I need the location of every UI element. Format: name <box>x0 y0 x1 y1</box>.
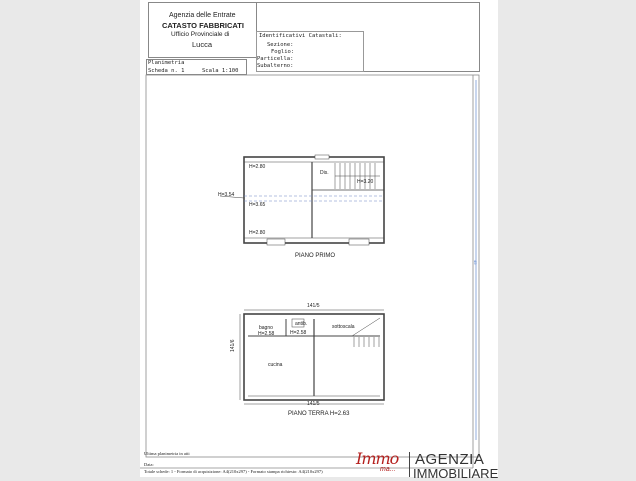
bagno-label: bagno <box>259 325 273 331</box>
watermark-divider <box>409 452 410 477</box>
dim-bottom-label: 141/5 <box>307 401 320 407</box>
particella-label: Particella: <box>257 56 294 62</box>
stairs-first-floor <box>335 163 380 189</box>
footer-line-1: Ultima planimetria in atti <box>144 451 190 456</box>
antib-label: antib. <box>295 321 308 327</box>
footer-line-3: Totale schede: 1 - Formato di acquisizione: A4(210x297) - Formato stampa richiesto: A4(210x297) <box>144 469 323 474</box>
dim-side-label: 141/6 <box>230 339 236 352</box>
antib-height: H=2.58 <box>290 330 307 336</box>
foglio-label: Foglio: <box>271 49 295 55</box>
scala-label: Scala 1:100 <box>202 68 239 74</box>
stairs-ground-floor <box>352 318 380 347</box>
watermark-logo-sub: ma... <box>380 466 396 473</box>
h-label-top-left: H=2.80 <box>249 164 266 170</box>
catasto-title: CATASTO FABBRICATI <box>162 21 244 30</box>
planimetria-label: Planimetria <box>148 60 185 66</box>
h-label-left-outer: H=3.54 <box>218 192 235 198</box>
h-label-bottom-left: H=2.80 <box>249 230 266 236</box>
dis-label: Dis. <box>320 170 329 176</box>
footer-line-2: Data: <box>144 462 154 467</box>
watermark-logo-script: Immo <box>356 449 399 468</box>
city-name: Lucca <box>192 40 213 49</box>
plan-ground-caption: PIANO TERRA H=2.63 <box>288 411 350 417</box>
side-mark: 45 <box>473 260 478 265</box>
plan-first-floor <box>220 155 384 245</box>
h-label-mid-left: H=3.65 <box>249 202 266 208</box>
subalterno-label: Subalterno: <box>257 63 294 69</box>
watermark-brand-line-2: IMMOBILIARE <box>413 466 499 481</box>
agency-name: Agenzia delle Entrate <box>169 12 236 19</box>
ufficio-label: Ufficio Provinciale di <box>171 31 230 38</box>
scheda-label: Scheda n. 1 <box>148 68 185 74</box>
watermark-brand-line-1: AGENZIA <box>415 451 485 468</box>
plan-first-caption: PIANO PRIMO <box>295 253 336 259</box>
dim-top-label: 141/5 <box>307 303 320 309</box>
sezione-label: Sezione: <box>267 42 294 48</box>
bagno-height: H=2.58 <box>258 331 275 337</box>
cadastral-sheet <box>140 0 498 477</box>
sottoscala-label: sottoscala <box>332 324 355 330</box>
h-label-right: H=3.20 <box>357 179 374 185</box>
cucina-label: cucina <box>268 362 283 368</box>
identificativi-label: Identificativi Catastali: <box>259 33 342 39</box>
